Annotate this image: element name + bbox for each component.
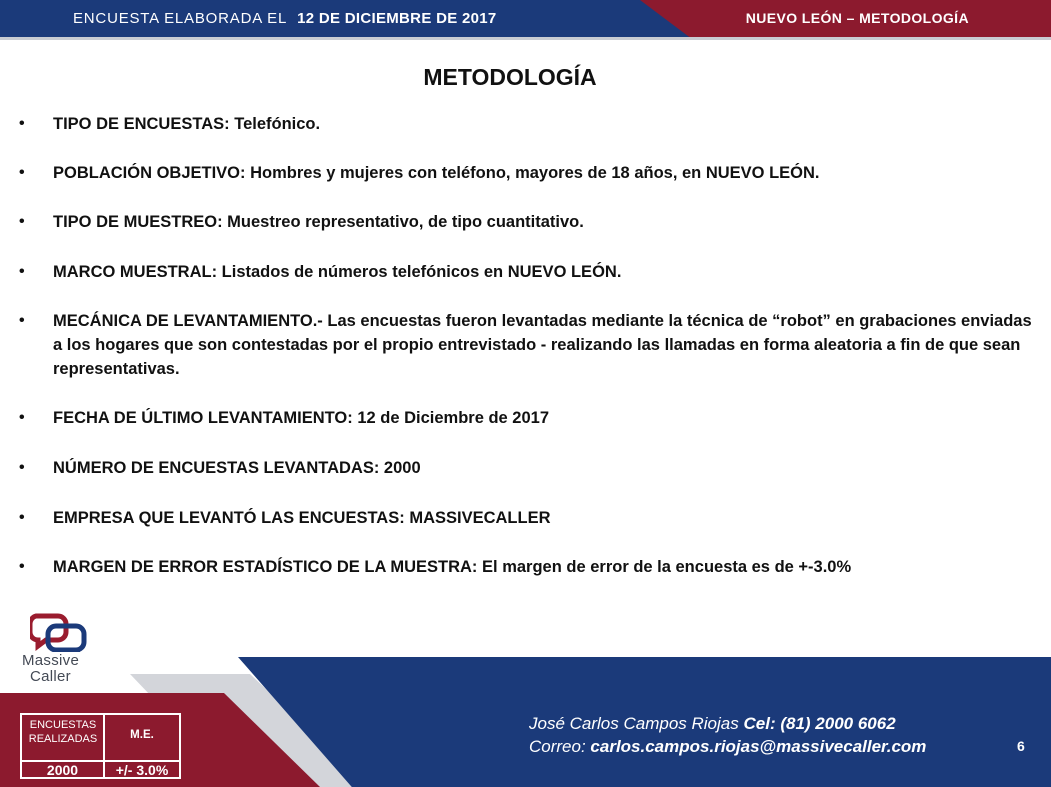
item-label: FECHA DE ÚLTIMO LEVANTAMIENTO: <box>53 409 353 427</box>
item-text: Las encuestas fueron levantadas mediante la técnica de “robot” en grabaciones enviadas a los hogares que son contestadas por el propio entrevistado - realizando las llamadas en forma aleatoria a fin de que sean representativas. <box>53 312 1032 378</box>
item-text: Listados de números telefónicos en NUEVO LEÓN. <box>217 263 622 281</box>
email-address: carlos.campos.riojas@massivecaller.com <box>590 737 927 756</box>
survey-date-label: ENCUESTA ELABORADA EL <box>73 10 288 27</box>
item-label: MARGEN DE ERROR ESTADÍSTICO DE LA MUESTRA: <box>53 558 478 576</box>
bullet: • <box>19 115 25 132</box>
logo-text-caller: Caller <box>30 668 71 685</box>
item-label: EMPRESA QUE LEVANTÓ LAS ENCUESTAS: <box>53 509 405 527</box>
page-title: METODOLOGÍA <box>423 64 597 90</box>
list-item-empresa <box>19 506 1038 530</box>
section-heading: NUEVO LEÓN – METODOLOGÍA <box>745 10 969 26</box>
item-text: El margen de error de la encuesta es de +-3.0% <box>477 558 852 576</box>
list-item-margen-error <box>19 555 1038 579</box>
speech-bubbles-icon <box>30 612 92 652</box>
top-banner <box>0 0 1051 37</box>
surveys-value: 2000 <box>46 762 79 778</box>
list-item-tipo-muestreo <box>19 210 1038 234</box>
bullet: • <box>19 164 25 181</box>
logo-text-massive: Massive <box>22 652 80 669</box>
page-number: 6 <box>1017 738 1025 754</box>
item-label: NÚMERO DE ENCUESTAS LEVANTADAS: <box>53 459 380 477</box>
list-item-numero-encuestas <box>19 456 1038 480</box>
top-divider <box>0 37 1051 40</box>
contact-line-name <box>529 712 926 735</box>
item-label: TIPO DE MUESTREO: <box>53 213 223 231</box>
survey-date: 12 DE DICIEMBRE DE 2017 <box>297 10 497 27</box>
bullet: • <box>19 263 25 280</box>
item-label: POBLACIÓN OBJETIVO: <box>53 164 246 182</box>
item-text: MASSIVECALLER <box>404 509 551 527</box>
bullet: • <box>19 312 25 329</box>
surveys-header: ENCUESTAS REALIZADAS <box>28 719 98 745</box>
massivecaller-logo <box>22 612 100 692</box>
list-item-poblacion-objetivo <box>19 161 1038 185</box>
phone-number: (81) 2000 6062 <box>780 714 896 733</box>
item-label: MECÁNICA DE LEVANTAMIENTO.- <box>53 312 323 330</box>
item-text: 12 de Diciembre de 2017 <box>352 409 550 427</box>
item-text: 2000 <box>379 459 421 477</box>
list-item-fecha-levantamiento <box>19 406 1038 430</box>
item-text: Hombres y mujeres con teléfono, mayores de 18 años, en NUEVO LEÓN. <box>245 164 820 182</box>
contact-line-email <box>529 735 926 758</box>
bullet: • <box>19 558 25 575</box>
margin-error-header: M.E. <box>130 729 154 741</box>
contact-info <box>529 712 926 758</box>
item-text: Muestreo representativo, de tipo cuantitativo. <box>222 213 584 231</box>
item-label: MARCO MUESTRAL: <box>53 263 218 281</box>
bullet: • <box>19 213 25 230</box>
phone-label: Cel: <box>743 714 776 733</box>
survey-date-heading <box>73 0 497 37</box>
bullet: • <box>19 459 25 476</box>
item-text: Telefónico. <box>229 115 321 133</box>
contact-name: José Carlos Campos Riojas <box>529 714 739 733</box>
list-item-marco-muestral <box>19 260 1038 284</box>
margin-error-value: +/- 3.0% <box>115 762 169 778</box>
list-item-tipo-encuestas <box>19 112 1038 136</box>
item-label: TIPO DE ENCUESTAS: <box>53 115 230 133</box>
bullet: • <box>19 409 25 426</box>
email-label: Correo: <box>529 737 586 756</box>
bullet: • <box>19 509 25 526</box>
survey-stats-table <box>20 713 181 779</box>
list-item-mecanica-levantamiento <box>19 309 1038 381</box>
